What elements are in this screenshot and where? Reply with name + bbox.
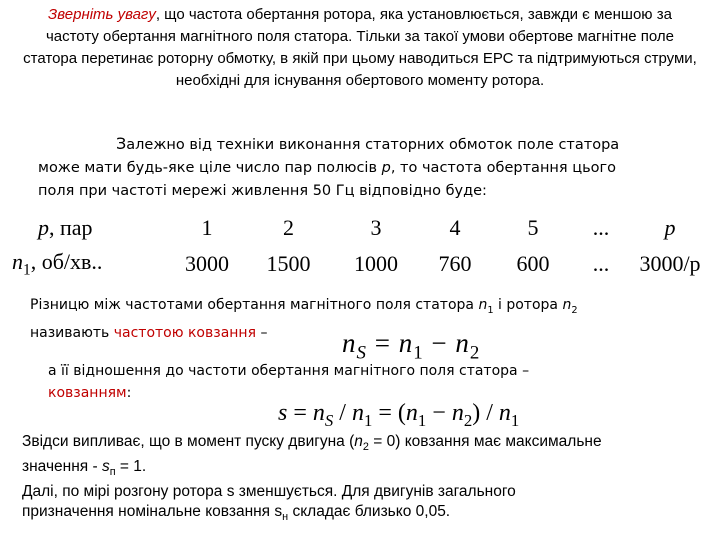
table-cell: ... <box>592 251 610 276</box>
table-cell: p <box>664 215 676 240</box>
row-label-speed: $n_1$, об/хв.. <box>12 248 103 279</box>
table-cell: 1000 <box>354 251 398 276</box>
table-cell: 5 <box>527 215 539 240</box>
attention-note <box>20 4 700 92</box>
table-cell: 2 <box>283 215 294 240</box>
table-cell: 600 <box>516 251 550 276</box>
speed-table <box>10 210 715 282</box>
note-lead: Зверніть увагу <box>48 6 156 23</box>
note-text: , що частота обертання ротора, яка установлюється, завжди є меншою за частоту обертання магнітного поля статора. Тільки за такої умови обертове магнітне поле статора перетинає роторну обмотку, в якій при цьому наводиться ЕРС та підтримуються струми, необхідні для існування обертового моменту ротора. <box>23 6 697 89</box>
table-cell: 3000 <box>185 251 229 276</box>
table-cell: 760 <box>438 251 472 276</box>
table-cell: ... <box>592 215 610 240</box>
paragraph-slip-frequency: Різницю між частотами обертання магнітного поля статора $n_1$ і ротора $n_2$ називають частотою ковзання – <box>30 297 578 341</box>
term-slip: ковзанням <box>48 385 127 401</box>
para1-line3: поля при частоті мережі живлення 50 Гц відповідно буде: <box>38 183 487 199</box>
row-label-pairs: p, пар <box>38 215 93 240</box>
para1-line2: може мати будь-яке ціле число пар полюсів p, то частота обертання цього <box>38 160 617 176</box>
formula-slip: $s = n_S / n_1 = (n_1 - n_2) / n_1$ <box>278 400 520 430</box>
table-cell: 1 <box>201 215 213 240</box>
table-cell: 3000/p <box>639 251 701 276</box>
para1-line1: Залежно від техніки виконання статорних обмоток поле статора <box>116 134 620 153</box>
formula-slip-frequency: $n_S = n_1 - n_2$ <box>342 328 481 364</box>
table-row-speed <box>10 246 715 282</box>
paragraph-slip: а її відношення до частоти обертання магнітного поля статора – ковзанням: <box>48 363 530 401</box>
table-cell: 3 <box>370 215 382 240</box>
table-row-pairs <box>10 210 715 246</box>
paragraph-pole-pairs <box>38 132 688 203</box>
table-cell: 1500 <box>266 251 311 276</box>
paragraph-startup: Звідси випливає, що в момент пуску двигуна $(n_2 = 0)$ ковзання має максимальне значення - $s_п = 1$. Далі, по мірі розгону ротора s зменшується. Для двигунів загального призначення номінальне ковзання $s_н$ складає близько 0,05. <box>22 433 602 524</box>
term-slip-frequency: частотою ковзання <box>113 324 256 341</box>
table-cell: 4 <box>449 215 461 240</box>
